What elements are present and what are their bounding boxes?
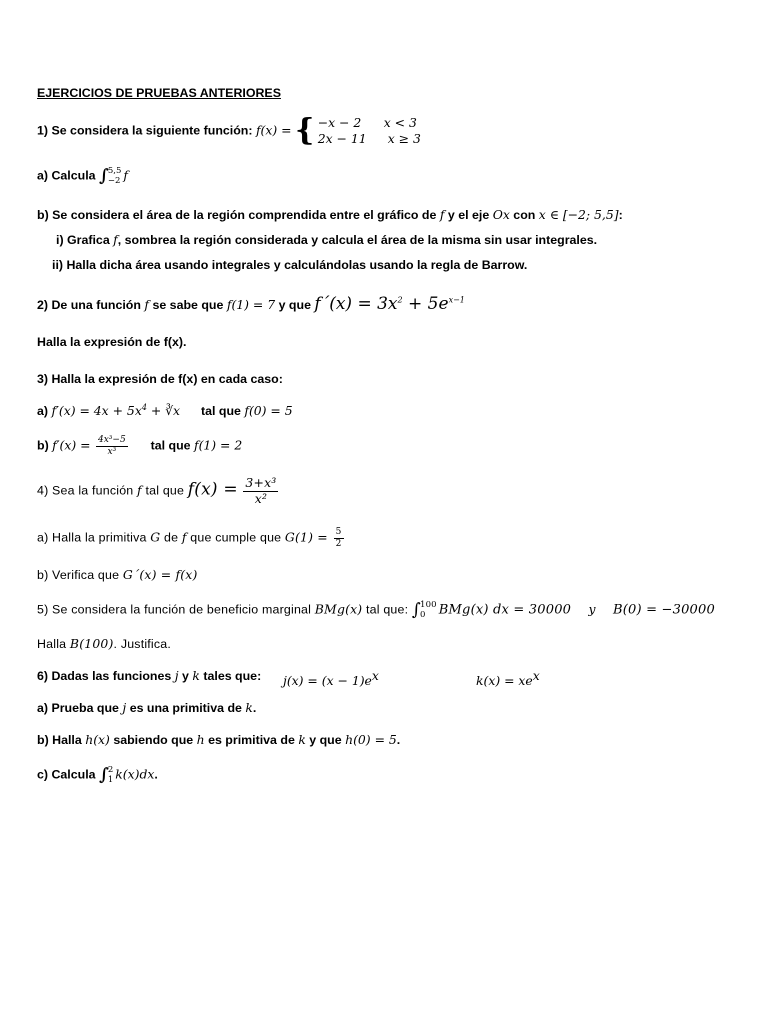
q4b-expr: G´(x) = f(x) [122,567,198,582]
q6-k: k [192,668,200,683]
q3-statement [37,372,283,387]
q6-kdef-text: k(x) = xe [476,673,533,689]
q1a [37,166,128,186]
q3b-den: x³ [107,446,117,457]
q3b-label: b) [37,438,49,453]
q6b-text4: y que [309,733,342,747]
q4a-G: G [150,529,161,545]
q2-text1: 2) De una función [37,298,141,312]
q4-tal: tal que [145,483,185,498]
q2-deriv-exp: 2 [397,295,403,305]
q1b [37,208,623,223]
q4-statement [37,476,280,507]
q3b-num: 4x³−5 [98,435,126,445]
q3a-root: + ∛x [146,403,181,419]
q5-limits [420,600,437,620]
q3a-label: a) [37,404,49,419]
q4a-text1: a) Halla la primitiva [37,530,147,545]
q3b-cond: f(1) = 2 [193,437,243,453]
q1-case1-expr: −x − 2 [317,115,362,130]
q1b-axis: Ox [492,207,510,222]
q4b-text: b) Verifica que [37,568,120,582]
q1a-integrand: f [123,167,128,183]
q6b-dot: . [396,733,401,747]
q3b-tal: tal que [150,438,191,453]
q4b [37,568,198,583]
q1-piecewise [318,115,421,147]
q6b-text2: sabiendo que [113,733,194,747]
q3b-fraction [96,435,128,458]
q6-jdef-text: j(x) = (x − 1)e [283,673,372,689]
integral-sign: ∫ [411,600,421,620]
q1b-ii [52,258,527,273]
q3a-tal: tal que [200,404,241,419]
q1a-upper: 5,5 [107,166,122,177]
q6c [37,765,158,785]
q6b-text1: b) Halla [37,733,82,747]
q2-derivative [314,294,464,314]
q2-cond: f(1) = 7 [226,297,276,312]
q5-find2: . Justifica. [113,637,172,651]
q3a-expr [51,403,180,418]
q6-jdef [283,669,379,689]
q6c-integrand: k(x)dx [115,766,155,782]
q1b-text2: y el eje [447,208,490,222]
q1b-colon: : [618,208,623,222]
q6c-lower: 1 [107,775,114,786]
q5-find1: Halla [37,637,67,651]
q5-text2: tal que: [366,602,409,617]
integral-sign: ∫ [99,765,109,785]
q4-fraction [243,476,278,507]
q5-y: y [588,601,596,617]
q4a [37,527,346,550]
q3b-expr: f′(x) = [52,437,91,453]
q1a-limits [108,166,122,186]
q1bi-text2: , sombrea la región considerada y calcula el área de la misma sin usar integrales. [117,233,598,247]
q1a-lower: −2 [107,176,121,187]
q5-upper: 100 [419,600,437,611]
q4-f: f [137,482,142,498]
q3a [37,403,293,419]
q3a-cond: f(0) = 5 [244,403,293,419]
q1b-i [56,233,597,248]
q4a-cond: G(1) = [284,529,328,545]
q4a-f: f [181,529,187,545]
q4-den: x² [254,490,268,506]
q6b-text3: es primitiva de [208,733,295,747]
q5-bmg: BMg(x) [314,601,363,617]
q1b-f: f [439,207,445,222]
q2-text2: se sabe que [152,298,224,312]
q1bii-text: ii) Halla dicha área usando integrales y calculándolas usando la regla de Barrow. [52,258,528,272]
q2-find-text: Halla la expresión de f(x). [37,335,187,349]
q6-tales: tales que: [203,669,262,683]
q1-case-1 [318,115,421,131]
q2-f: f [144,297,149,312]
q4a-den: 2 [335,538,342,549]
page-title [37,86,281,101]
q1-statement [37,115,421,147]
q1b-interval: x ∈ [−2; 5,5] [538,207,619,222]
q2-find [37,335,186,350]
q6b-h: h(x) [85,732,110,747]
q3a-exp: 4 [141,403,147,412]
q4-num: 3+x³ [245,475,277,490]
q1bi-text1: i) Grafica [56,233,110,247]
q6a-text2: es una primitiva de [129,701,242,715]
q6a-k: k [245,700,253,715]
q3b [37,435,242,458]
q6-kdef [476,669,540,689]
q4-text: 4) Sea la función [37,483,134,498]
q1-brace: { [295,113,315,148]
q6-y: y [182,669,189,683]
q1-case1-cond: x < 3 [383,115,417,130]
q1a-label: a) Calcula [37,168,96,183]
q6c-limits [108,765,113,785]
q6b-h2: h [196,732,205,747]
q5-find-expr: B(100) [69,636,114,651]
q6-text: 6) Dadas las funciones [37,669,172,683]
q6a-text1: a) Prueba que [37,701,119,715]
q6a-dot: . [252,701,257,715]
q5-integrand: BMg(x) dx = 30000 [438,602,572,618]
q5-text1: 5) Se considera la función de beneficio marginal [37,602,312,617]
q6-jexp: x [371,668,379,683]
q2-deriv-exp2: x−1 [448,295,465,305]
q6c-dot: . [154,767,158,782]
q1-case2-expr: 2x − 11 [317,131,367,146]
title-text: EJERCICIOS DE PRUEBAS ANTERIORES [37,86,281,100]
q4a-text3: que cumple que [190,530,282,545]
integral-sign: ∫ [99,166,109,186]
q6-kexp: x [532,668,540,683]
q6a-j: j [122,700,127,715]
q1b-text1: b) Se considera el área de la región comprendida entre el gráfico de [37,208,437,222]
q6b-cond: h(0) = 5 [345,732,397,747]
q6a [37,701,256,716]
q6b [37,733,400,748]
q6-j: j [174,668,179,683]
q5-lower: 0 [419,610,426,621]
q5-cond: B(0) = −30000 [612,602,715,618]
q1-fx: f(x) = [255,122,292,138]
q1-case-2 [318,131,421,147]
q5-statement [37,600,715,620]
q4a-text2: de [163,530,179,545]
q3-text: 3) Halla la expresión de f(x) en cada caso: [37,372,283,386]
q6b-k: k [298,732,306,747]
q6-statement [37,669,261,684]
q2-deriv-mid: + 5e [402,294,449,314]
q1-case2-cond: x ≥ 3 [387,131,421,146]
q1bi-f: f [113,232,118,247]
q1-intro: 1) Se considera la siguiente función: [37,123,253,138]
q2-deriv: f´(x) = 3x [314,294,398,314]
q6c-text: c) Calcula [37,767,96,782]
q2-statement [37,294,465,314]
q4a-num: 5 [335,527,342,537]
q2-text3: y que [278,298,311,312]
q6c-upper: 2 [107,765,114,776]
q5-find [37,637,171,652]
q4-fx: f(x) = [187,479,238,500]
q1b-text3: con [513,208,536,222]
q3a-expr-text: f′(x) = 4x + 5x [51,403,142,419]
q4a-fraction [334,527,344,550]
